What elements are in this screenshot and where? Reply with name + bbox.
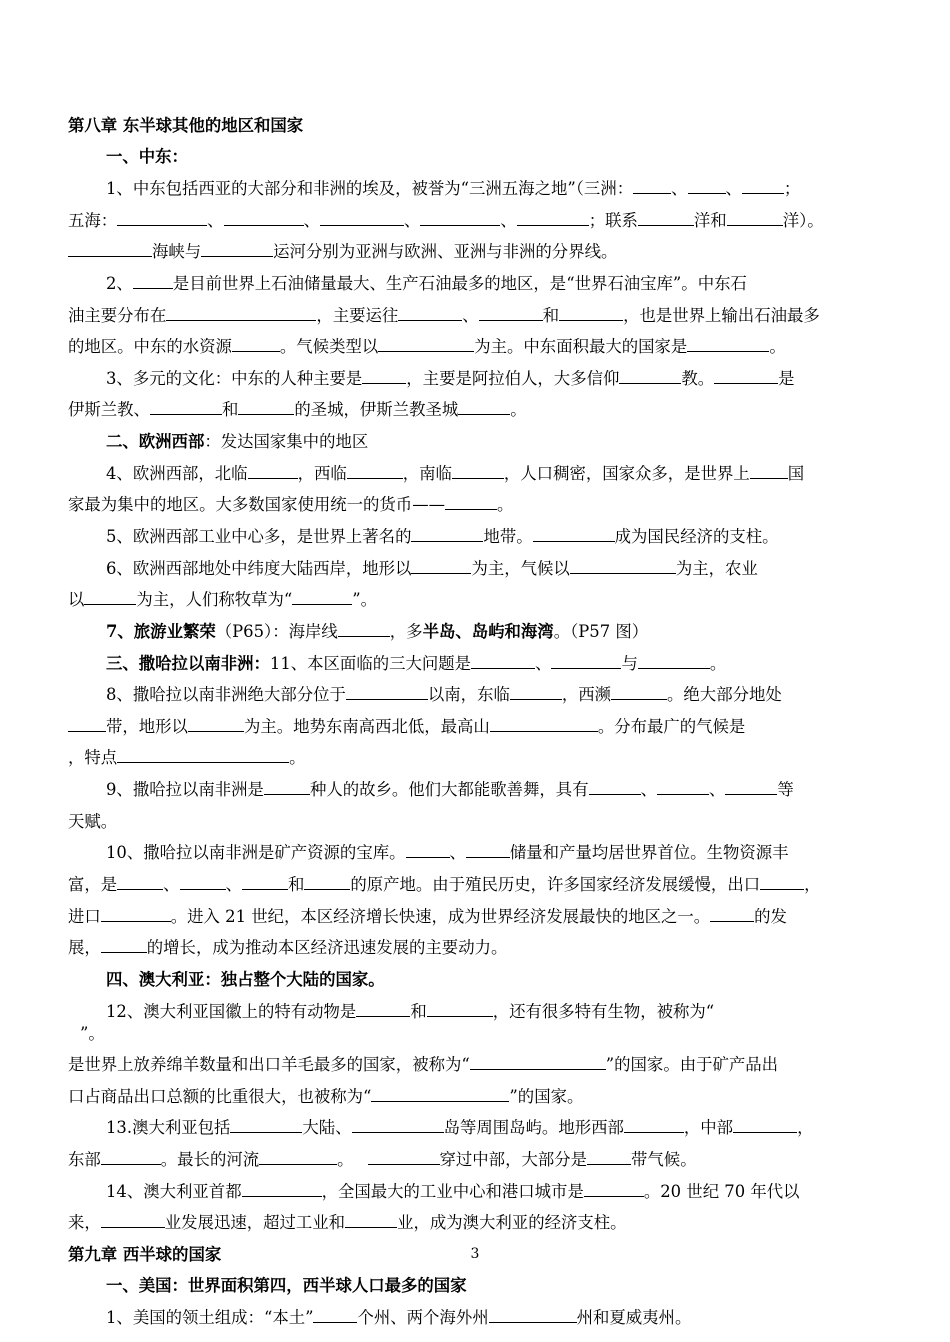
q8-line1: 8、撒哈拉以南非洲绝大部分位于 以南，东临 ，西濒 。绝大部分地处 [106, 685, 782, 704]
blank [710, 907, 754, 922]
blank [420, 211, 500, 226]
blank [101, 938, 147, 953]
blank [68, 717, 106, 732]
q6-line1: 6、欧洲西部地处中纬度大陆西岸，地形以 为主，气候以 为主，农业 [106, 559, 758, 578]
section-middle-east-heading: 一、中东： [106, 147, 188, 166]
blank [248, 464, 298, 479]
q6-line2: 以 为主，人们称牧草为“ ”。 [68, 590, 378, 609]
blank [352, 1118, 444, 1133]
q5-line1: 5、欧洲西部工业中心多，是世界上著名的 地带。 成为国民经济的支柱。 [106, 527, 779, 546]
blank [427, 1002, 493, 1017]
q3-line2: 伊斯兰教、 和 的圣城，伊斯兰教圣城 。 [68, 400, 527, 419]
blank [242, 1182, 322, 1197]
usa-q1-line1: 1、美国的领土组成：“本土” 个州、两个海外州 州和夏威夷州。 [106, 1308, 692, 1327]
blank [117, 875, 163, 890]
blank [320, 211, 404, 226]
blank [150, 400, 222, 415]
blank [242, 875, 288, 890]
blank [725, 780, 777, 795]
blank [313, 1308, 357, 1323]
section-subsaharan-heading: 三、撒哈拉以南非洲：11、本区面临的三大问题是 、 与 。 [106, 654, 727, 673]
blank [133, 274, 173, 289]
q4-line1: 4、欧洲西部，北临 ，西临 ，南临 ，人口稠密，国家众多，是世界上 国 [106, 464, 805, 483]
blank [657, 780, 709, 795]
blank [551, 654, 621, 669]
q2-line1: 2、 是目前世界上石油储量最大、生产石油最多的地区，是“世界石油宝库”。中东石 [106, 274, 747, 293]
blank [224, 211, 304, 226]
q10-line3: 进口 。进入 21 世纪，本区经济增长快速，成为世界经济发展最快的地区之一。 的发 [68, 907, 787, 926]
blank [368, 1150, 440, 1165]
section-usa-heading: 一、美国：世界面积第四，西半球人口最多的国家 [106, 1276, 467, 1295]
q4-line2: 家最为集中的地区。大多数国家使用统一的货币—— 。 [68, 495, 514, 514]
blank [117, 211, 207, 226]
chapter-8-title: 第八章 东半球其他的地区和国家 [68, 116, 304, 135]
blank [232, 337, 280, 352]
section-western-europe-heading: 二、欧洲西部：发达国家集中的地区 [106, 432, 369, 451]
blank [750, 464, 788, 479]
blank [411, 527, 483, 542]
blank [510, 685, 562, 700]
q9-line1: 9、撒哈拉以南非洲是 种人的故乡。他们大都能歌善舞，具有 、 、 等 [106, 780, 794, 799]
q12-line3: 是世界上放养绵羊数量和出口羊毛最多的国家，被称为“ ”的国家。由于矿产品出 [68, 1055, 779, 1074]
q12-line4: 口占商品出口总额的比重很大，也被称为“ ”的国家。 [68, 1087, 584, 1106]
blank [230, 1118, 302, 1133]
q2-line2: 油主要分布在 ，主要运往 、 和 ，也是世界上输出石油最多 [68, 306, 820, 325]
blank [584, 1182, 644, 1197]
q9-line2: 天赋。 [68, 812, 118, 831]
blank [398, 306, 462, 321]
blank [589, 780, 641, 795]
blank [587, 1150, 631, 1165]
blank [166, 306, 316, 321]
q1-line3: 海峡与 运河分别为亚洲与欧洲、亚洲与非洲的分界线。 [68, 242, 617, 262]
blank [760, 875, 804, 890]
blank [68, 242, 152, 257]
blank [238, 400, 294, 415]
q12-line2: ”。 [80, 1024, 105, 1043]
blank [733, 1118, 797, 1133]
blank [533, 527, 615, 542]
blank [714, 369, 778, 384]
blank [727, 211, 783, 226]
blank [638, 654, 710, 669]
q10-line1: 10、撒哈拉以南非洲是矿产资源的宝库。 、 储量和产量均居世界首位。生物资源丰 [106, 843, 789, 862]
blank [638, 211, 694, 226]
blank [378, 337, 474, 352]
q7-line1: 7、旅游业繁荣（P65）：海岸线 ，多半岛、岛屿和海湾。（P57 图） [106, 622, 649, 641]
blank [304, 875, 350, 890]
blank [619, 369, 681, 384]
blank [101, 1213, 165, 1228]
q14-line1: 14、澳大利亚首都 ，全国最大的工业中心和港口城市是 。20 世纪 70 年代以 [106, 1182, 800, 1201]
blank [479, 306, 543, 321]
blank [346, 685, 428, 700]
q14-line2: 来， 业发展迅速，超过工业和 业，成为澳大利亚的经济支柱。 [68, 1213, 627, 1232]
blank [101, 907, 171, 922]
blank [517, 211, 589, 226]
chapter-9-title: 第九章 西半球的国家 [68, 1245, 222, 1264]
blank [452, 464, 504, 479]
q13-line1: 13.澳大利亚包括 大陆、 岛等周围岛屿。地形西部 ，中部 ， [106, 1118, 814, 1137]
blank [559, 306, 623, 321]
blank [362, 369, 406, 384]
q12-line1: 12、澳大利亚国徽上的特有动物是 和 ，还有很多特有生物，被称为“ [106, 1002, 715, 1021]
blank [345, 1213, 397, 1228]
q10-line4: 展， 的增长，成为推动本区经济迅速发展的主要动力。 [68, 938, 508, 957]
blank [489, 1308, 577, 1323]
q2-line3: 的地区。中东的水资源 。气候类型以 为主。中东面积最大的国家是 。 [68, 337, 786, 356]
q13-line2: 东部 。最长的河流 。 穿过中部，大部分是 带气候。 [68, 1150, 697, 1169]
q1-line1: 1、中东包括西亚的大部分和非洲的埃及，被誉为“三洲五海之地”（三洲： 、 、 ； [106, 179, 801, 198]
blank [264, 780, 310, 795]
blank [338, 622, 390, 637]
q8-line3: ，特点 。 [68, 748, 306, 767]
q8-line2: 带，地形以 为主。地势东南高西北低，最高山 。分布最广的气候是 [68, 717, 745, 737]
q10-line2: 富，是 、 、 和 的原产地。由于殖民历史，许多国家经济发展缓慢，出口 ， [68, 875, 821, 894]
blank [742, 179, 784, 194]
section-australia-heading: 四、澳大利亚：独占整个大陆的国家。 [106, 970, 385, 989]
blank [292, 590, 352, 605]
blank [117, 748, 289, 763]
q1-line2: 五海： 、 、 、 、 ；联系 洋和 洋）。 [68, 211, 824, 230]
blank [371, 1087, 509, 1102]
blank [347, 464, 403, 479]
blank [458, 400, 510, 415]
blank [470, 1055, 606, 1070]
blank [406, 843, 450, 858]
blank [356, 1002, 410, 1017]
blank [490, 717, 598, 732]
page-number: 3 [470, 1246, 480, 1262]
blank [570, 559, 676, 574]
blank [687, 337, 769, 352]
blank [180, 875, 226, 890]
blank [101, 1150, 161, 1165]
blank [188, 717, 244, 732]
blank [259, 1150, 337, 1165]
blank [201, 242, 273, 257]
blank [624, 1118, 684, 1133]
blank [688, 179, 726, 194]
blank [466, 843, 510, 858]
blank [633, 179, 671, 194]
blank [411, 559, 471, 574]
blank [84, 590, 136, 605]
q3-line1: 3、多元的文化：中东的人种主要是 ，主要是阿拉伯人，大多信仰 教。 是 [106, 369, 795, 388]
blank [445, 495, 497, 510]
blank [611, 685, 667, 700]
blank [471, 654, 535, 669]
